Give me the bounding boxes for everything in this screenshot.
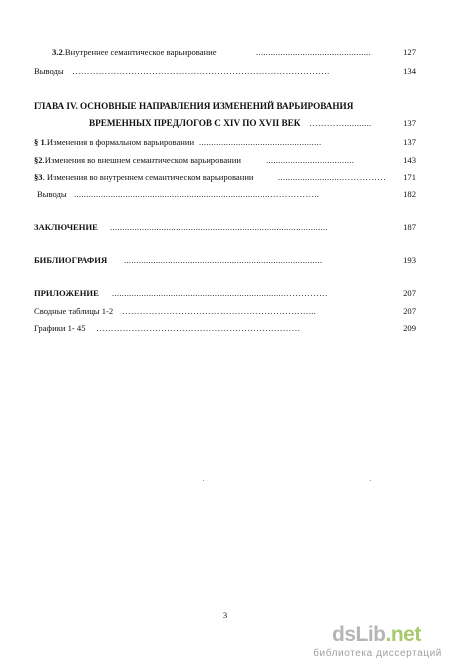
toc-entry-vyvody-3 [34, 66, 416, 80]
toc-section-number: §3 [34, 172, 43, 182]
toc-leader: …………........... [309, 118, 372, 128]
toc-entry-title: .Внутреннее семантическое варьирование [62, 47, 217, 57]
toc-page-number: 182 [403, 189, 416, 199]
toc-leader: ......................................................................................... [110, 222, 328, 232]
toc-entry-title: Выводы [37, 189, 67, 199]
toc-section-number: 3.2 [52, 47, 63, 57]
toc-leader: .................................................. [199, 137, 322, 147]
toc-leader: …………………………………………………………………………… [72, 66, 330, 76]
toc-page-number: 207 [403, 306, 416, 316]
toc-entry-title: ПРИЛОЖЕНИЕ [34, 288, 99, 298]
dslib-logo: dsLib.net [332, 623, 421, 646]
toc-entry-4-1 [34, 137, 416, 151]
toc-entry-vyvody-4 [34, 189, 416, 203]
toc-leader: ………………………………………………………... [122, 306, 317, 316]
toc-page-number: 209 [403, 323, 416, 333]
toc-entry-title: ЗАКЛЮЧЕНИЕ [34, 222, 98, 232]
toc-entry-graphs [34, 323, 416, 337]
toc-entry-title: Графики 1- 45 [34, 323, 86, 333]
toc-leader: ................................................................................…………….. [74, 189, 320, 199]
toc-leader: ..........................…………… [278, 172, 387, 182]
toc-entry-appendix [34, 288, 416, 302]
page-number: 3 [222, 610, 228, 620]
toc-leader: .................................... [266, 155, 355, 165]
toc-page-number: 137 [403, 137, 416, 147]
toc-entry-chapter-4 [34, 118, 416, 132]
toc-entry-title: БИБЛИОГРАФИЯ [34, 255, 108, 265]
toc-page-number: 134 [403, 66, 416, 76]
toc-page-number: 127 [403, 47, 416, 57]
chapter-4-title-line-1: ГЛАВА IV. ОСНОВНЫЕ НАПРАВЛЕНИЯ ИЗМЕНЕНИЙ ВАРЬИРОВАНИЯ [34, 101, 354, 111]
dslib-watermark [313, 623, 442, 661]
toc-leader: ......................................................................…………… [112, 288, 328, 298]
toc-section-number: §2 [34, 155, 43, 165]
toc-page-number: 187 [403, 222, 416, 232]
toc-entry-conclusion [34, 222, 416, 236]
scan-speck [203, 480, 204, 481]
toc-leader: ................................................................................. [124, 255, 323, 265]
toc-entry-tables [34, 306, 416, 320]
toc-entry-bibliography [34, 255, 416, 269]
toc-entry-title: .Изменения во внешнем семантическом варьировании [42, 155, 241, 165]
toc-page-number: 137 [403, 118, 416, 128]
dslib-subtitle: библиотека диссертаций [313, 648, 442, 659]
toc-entry-3-2 [34, 47, 416, 61]
toc-entry-4-3 [34, 172, 416, 186]
chapter-4-title-line-2: ВРЕМЕННЫХ ПРЕДЛОГОВ С XIV ПО XVII ВЕК [89, 118, 301, 128]
toc-page-number: 143 [403, 155, 416, 165]
toc-entry-title: . Изменения во внутреннем семантическом варьировании [42, 172, 254, 182]
toc-leader: …………………………………………………………… [96, 323, 301, 333]
toc-entry-title: .Изменения в формальном варьировании [44, 137, 195, 147]
toc-leader: ............................................... [256, 47, 372, 57]
toc-entry-4-2 [34, 155, 416, 169]
toc-page-number: 193 [403, 255, 416, 265]
toc-entry-title: Сводные таблицы 1-2 [34, 306, 114, 316]
toc-page-number: 171 [403, 172, 416, 182]
scan-speck [370, 480, 371, 481]
toc-section-number: § 1 [34, 137, 45, 147]
toc-page-number: 207 [403, 288, 416, 298]
toc-entry-title: Выводы [34, 66, 64, 76]
